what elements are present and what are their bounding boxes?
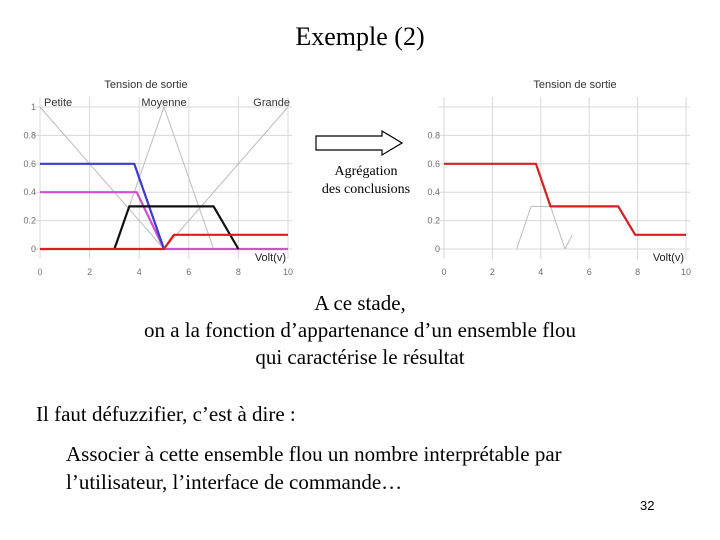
- y-tick-label: 0.6: [427, 158, 440, 169]
- x-axis-label: Volt(v): [254, 252, 286, 264]
- x-tick-label: 2: [87, 267, 93, 277]
- aggregation-label-line1: Agrégation: [334, 164, 398, 179]
- defuzzify-explanation: Associer à cette ensemble flou un nombre interprétable par l’utilisateur, l’interface de commande…: [66, 442, 562, 494]
- y-tick-label: 0: [434, 244, 440, 254]
- x-tick-label: 8: [635, 267, 641, 277]
- y-tick-label: 0.2: [23, 215, 36, 226]
- y-tick-label: 1: [30, 102, 36, 112]
- set-label: Petite: [44, 97, 73, 109]
- x-tick-label: 8: [235, 267, 241, 277]
- y-tick-label: 0.4: [427, 187, 440, 198]
- chart-title: Tension de sortie: [533, 79, 617, 91]
- aggregation-arrow-icon: [314, 130, 404, 160]
- series-line-red: [444, 164, 686, 235]
- set-label: Moyenne: [141, 97, 187, 109]
- result-line1: A ce stade,: [314, 291, 406, 315]
- series-line-grey: [114, 107, 213, 249]
- y-tick-label: 0.8: [23, 130, 36, 141]
- membership-chart-left: [23, 74, 296, 280]
- slide-title: Exemple (2): [295, 22, 425, 51]
- x-tick-label: 4: [136, 267, 142, 277]
- chart-title: Tension de sortie: [104, 79, 188, 91]
- aggregation-label-line2: des conclusions: [321, 182, 411, 197]
- y-tick-label: 0.8: [427, 130, 440, 141]
- y-tick-label: 0.4: [23, 187, 36, 198]
- aggregation-label: [312, 163, 420, 199]
- result-line2: on a la fonction d’appartenance d’un ensemble flou: [143, 318, 577, 342]
- result-line3: qui caractérise le résultat: [255, 345, 465, 369]
- y-tick-label: 0.2: [427, 215, 440, 226]
- x-tick-label: 4: [538, 267, 544, 277]
- page-number: 32: [640, 498, 655, 513]
- x-tick-label: 0: [37, 267, 43, 277]
- x-tick-label: 10: [680, 267, 692, 277]
- series-line-grey: [565, 235, 572, 249]
- x-axis-label: Volt(v): [652, 252, 684, 264]
- series-line-grey: [40, 107, 164, 249]
- defuzzify-paragraph: Il faut défuzzifier, c’est à dire :: [36, 402, 296, 426]
- set-label: Grande: [253, 97, 290, 109]
- y-tick-label: 0: [30, 244, 36, 254]
- x-tick-label: 2: [489, 267, 495, 277]
- membership-chart-right: [424, 74, 694, 280]
- x-tick-label: 10: [282, 267, 294, 277]
- x-tick-label: 6: [586, 267, 592, 277]
- x-tick-label: 0: [441, 267, 447, 277]
- result-statement: [0, 290, 720, 371]
- y-tick-label: 0.6: [23, 158, 36, 169]
- x-tick-label: 6: [186, 267, 192, 277]
